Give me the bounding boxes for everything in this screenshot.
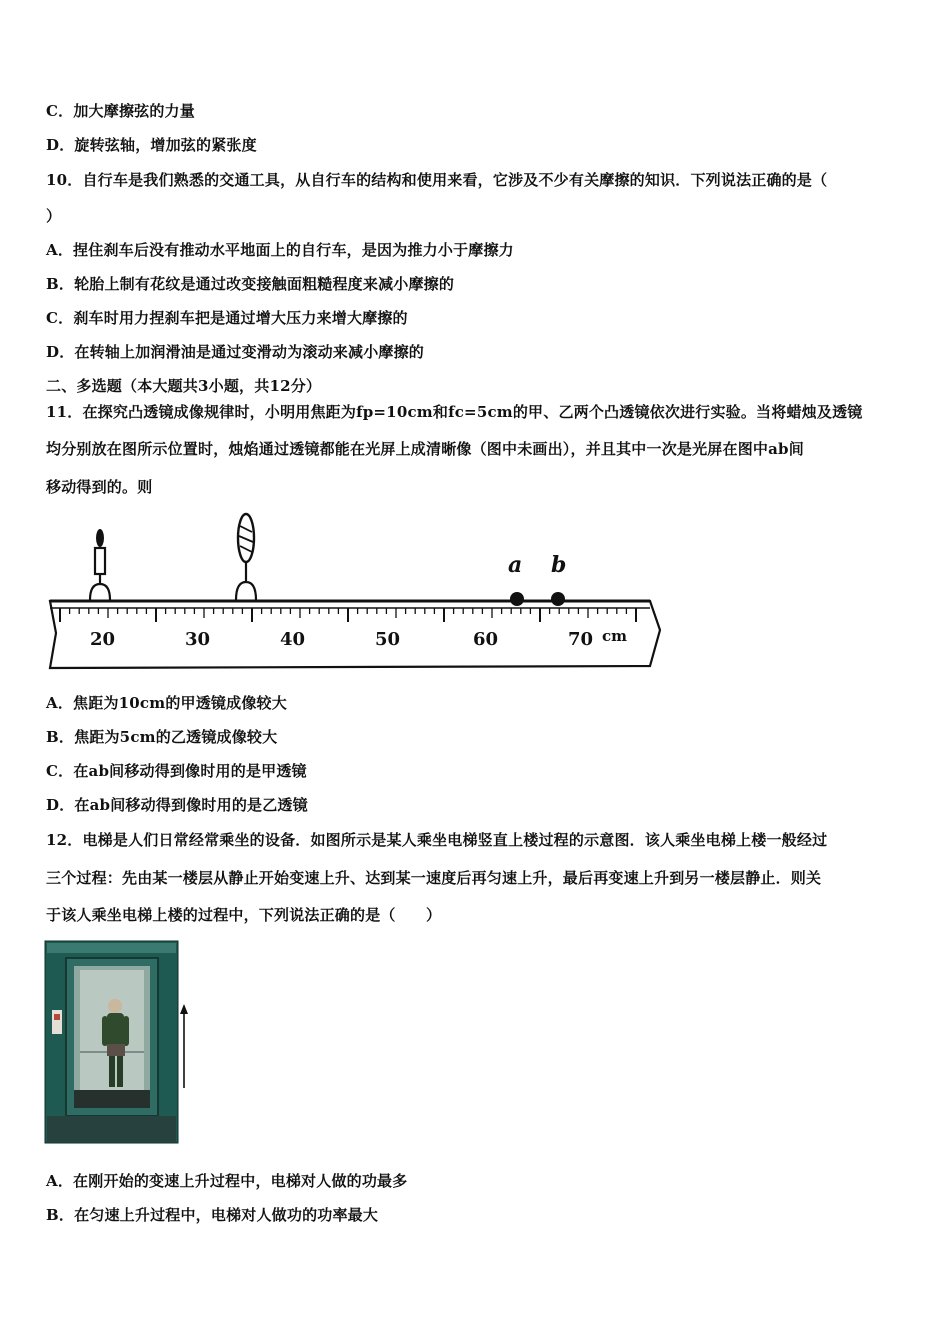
question-11-option-b: B．焦距为5cm的乙透镜成像较大 [46, 728, 278, 746]
tick-label-50: 50 [375, 629, 401, 650]
question-12-option-b: B．在匀速上升过程中，电梯对人做功的功率最大 [46, 1206, 379, 1224]
question-10-option-d: D．在转轴上加润滑油是通过变滑动为滚动来减小摩擦的 [46, 343, 425, 361]
question-11-option-c: C．在ab间移动得到像时用的是甲透镜 [46, 762, 307, 780]
question-12-stem-line2: 三个过程：先由某一楼层从静止开始变速上升、达到某一速度后再匀速上升，最后再变速上升到另一楼层静止．则关 [46, 869, 822, 887]
point-b-marker [551, 592, 565, 606]
section-heading-multiple-choice: 二、多选题（本大题共3小题，共12分） [46, 377, 322, 395]
line-d-previous: D．旋转弦轴，增加弦的紧张度 [46, 136, 257, 154]
point-a-marker [510, 592, 524, 606]
optical-bench-ruler-figure [46, 508, 666, 678]
question-11-stem-line1: 11．在探究凸透镜成像规律时，小明用焦距为fp=10cm和fc=5cm的甲、乙两个凸透镜依次进行实验。当将蜡烛及透镜 [46, 403, 863, 421]
question-10-stem: 10．自行车是我们熟悉的交通工具，从自行车的结构和使用来看，它涉及不少有关摩擦的知识．下列说法正确的是（ [46, 171, 828, 189]
question-12-stem-line1: 12．电梯是人们日常经常乘坐的设备．如图所示是某人乘坐电梯竖直上楼过程的示意图．该人乘坐电梯上楼一般经过 [46, 831, 828, 849]
question-11-stem-line2: 均分别放在图所示位置时，烛焰通过透镜都能在光屏上成清晰像（图中未画出），并且其中一次是光屏在图中ab间 [46, 440, 804, 458]
tick-label-60: 60 [473, 629, 499, 650]
line-c-previous: C．加大摩擦弦的力量 [46, 102, 195, 120]
question-10-option-a: A．捏住刹车后没有推动水平地面上的自行车，是因为推力小于摩擦力 [46, 241, 514, 259]
tick-label-30: 30 [185, 629, 211, 650]
question-11-option-d: D．在ab间移动得到像时用的是乙透镜 [46, 796, 308, 814]
point-a-label: a [508, 552, 523, 578]
unit-label-cm: cm [602, 627, 628, 645]
question-11-stem-line3: 移动得到的。则 [46, 478, 153, 496]
question-11-option-a: A．焦距为10cm的甲透镜成像较大 [46, 694, 287, 712]
question-10-stem-end: ） [46, 207, 62, 225]
question-10-option-b: B．轮胎上制有花纹是通过改变接触面粗糙程度来减小摩擦的 [46, 275, 455, 293]
question-12-option-a: A．在刚开始的变速上升过程中，电梯对人做的功最多 [46, 1172, 408, 1190]
convex-lens-icon [236, 514, 256, 600]
candle-icon [90, 529, 110, 600]
tick-label-20: 20 [90, 629, 116, 650]
tick-label-70: 70 [568, 629, 594, 650]
point-b-label: b [551, 552, 567, 578]
elevator-photo-figure [44, 940, 204, 1145]
question-12-stem-line3: 于该人乘坐电梯上楼的过程中，下列说法正确的是（ ） [46, 906, 442, 924]
question-10-option-c: C．刹车时用力捏刹车把是通过增大压力来增大摩擦的 [46, 309, 408, 327]
tick-label-40: 40 [280, 629, 306, 650]
